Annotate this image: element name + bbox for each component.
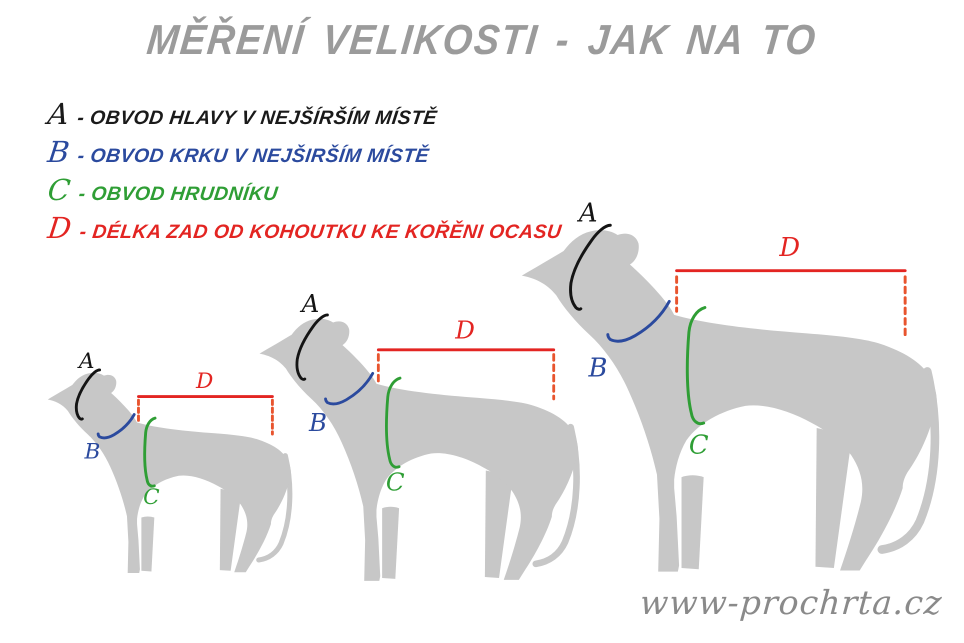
legend-text-b: - OBVOD KRKU V NEJŠIRŠÍM MÍSTĚ — [76, 145, 431, 167]
dog-far-rear-leg — [220, 489, 241, 571]
legend-key-c: C — [45, 173, 73, 207]
label-a: A — [301, 289, 320, 319]
label-a: A — [578, 198, 598, 229]
dog-far-front-leg — [141, 516, 154, 571]
dog-far-front-leg — [682, 475, 704, 569]
label-a: A — [78, 348, 95, 374]
legend-item-head — [45, 97, 564, 131]
website-watermark: www-prochrta.cz — [638, 583, 944, 622]
dog-far-rear-leg — [485, 471, 512, 578]
legend-text-d: - DÉLKA ZAD OD KOHOUTKU KE KOŘĚNI OCASU — [78, 221, 563, 243]
legend-key-b: B — [45, 135, 72, 169]
dog-far-rear-leg — [815, 428, 851, 568]
legend-key-a: A — [45, 97, 72, 131]
legend-key-d: D — [45, 211, 74, 245]
label-b: B — [84, 439, 101, 465]
legend — [45, 97, 563, 252]
label-b: B — [588, 353, 608, 384]
legend-item-back-length — [45, 211, 564, 245]
dog-silhouette — [522, 230, 937, 572]
dog-svg-large — [512, 181, 942, 580]
back-length-measure-group — [677, 233, 906, 271]
label-c: C — [143, 484, 160, 510]
dog-body — [522, 230, 937, 572]
label-b: B — [308, 407, 328, 437]
label-d: D — [455, 315, 475, 345]
label-c: C — [385, 467, 405, 497]
legend-item-neck — [45, 135, 564, 169]
dog-figure-large — [512, 181, 942, 580]
label-d: D — [779, 232, 800, 263]
page-title: MĚŘENÍ VELIKOSTI - JAK NA TO — [144, 16, 820, 63]
legend-text-a: - OBVOD HLAVY V NEJŠÍRŠÍM MÍSTĚ — [76, 107, 439, 129]
legend-item-chest — [45, 173, 564, 207]
dog-far-front-leg — [382, 507, 399, 579]
legend-text-c: - OBVOD HRUDNÍKU — [77, 183, 280, 205]
label-c: C — [688, 430, 709, 461]
label-d: D — [196, 368, 214, 394]
